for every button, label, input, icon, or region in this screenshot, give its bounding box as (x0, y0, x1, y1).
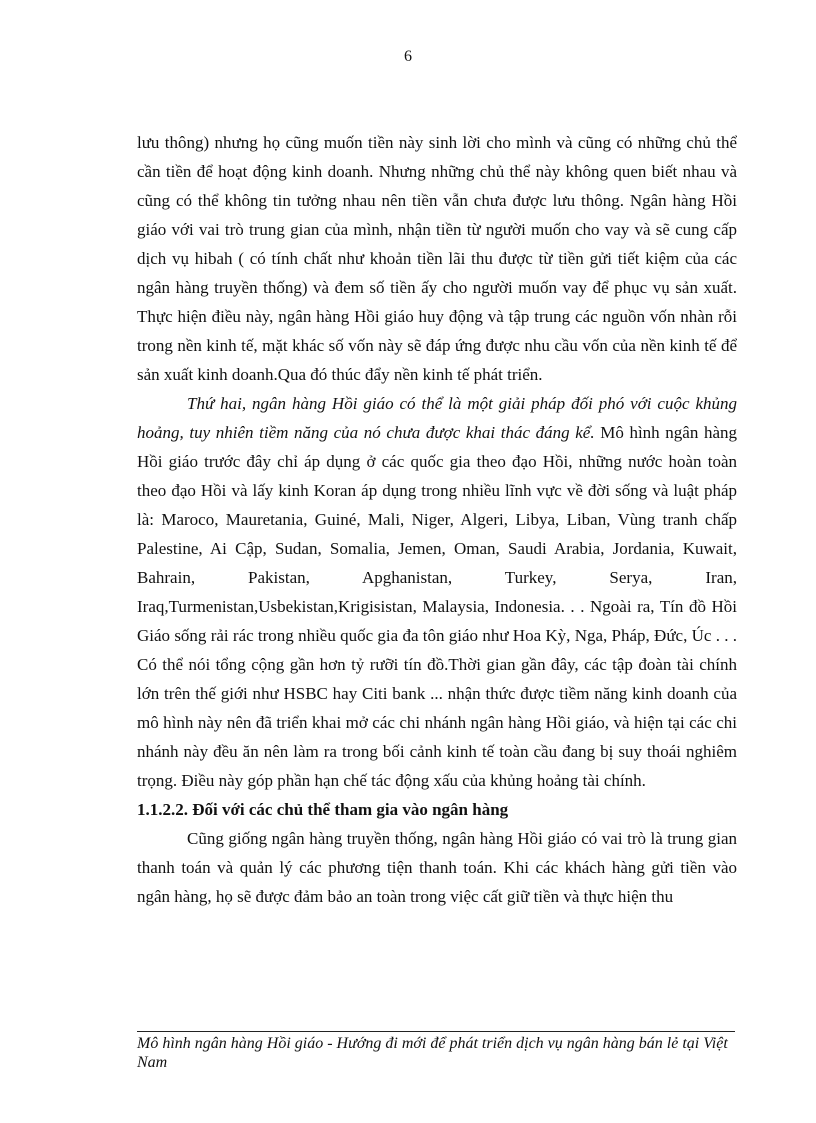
paragraph: Cũng giống ngân hàng truyền thống, ngân hàng Hồi giáo có vai trò là trung gian thanh toán và quản lý các phương tiện thanh toán. Khi các khách hàng gửi tiền vào ngân hàng, họ sẽ được đảm bảo an toàn trong việc cất giữ tiền và thực hiện thu (137, 829, 737, 906)
italic-lead-sentence: Thứ hai, ngân hàng Hồi giáo có thể là một giải pháp đối phó với cuộc khủng hoảng, tuy nhiên tiềm năng của nó chưa được khai thác đáng kể. (137, 394, 737, 442)
page-number: 6 (404, 48, 412, 65)
document-body (137, 128, 737, 911)
page-footer: Mô hình ngân hàng Hồi giáo - Hướng đi mới để phát triển dịch vụ ngân hàng bán lẻ tại Việt Nam (137, 1035, 728, 1071)
section-heading: 1.1.2.2. Đối với các chủ thể tham gia vào ngân hàng (137, 800, 509, 819)
paragraph (137, 389, 737, 795)
paragraph-text: Mô hình ngân hàng Hồi giáo trước đây chỉ áp dụng ở các quốc gia theo đạo Hồi, những nước hoàn toàn theo đạo Hồi và lấy kinh Koran áp dụng trong nhiều lĩnh vực về đời sống và luật pháp là: Maroco, Mauretania, Guiné, Mali, Niger, Algeri, Libya, Liban, Vùng tranh chấp Palestine, Ai Cập, Sudan, Somalia, Jemen, Oman, Saudi Arabia, Jordania, Kuwait, Bahrain, Pakistan, Apghanistan, Turkey, Serya, Iran, Iraq,Turmenistan,Usbekistan,Krigisistan, Malaysia, Indonesia. . . Ngoài ra, Tín đồ Hồi Giáo sống rải rác trong nhiều quốc gia đa tôn giáo như Hoa Kỳ, Nga, Pháp, Đức, Úc . . . Có thể nói tổng cộng gần hơn tỷ rưỡi tín đồ.Thời gian gần đây, các tập đoàn tài chính lớn trên thế giới như HSBC hay Citi bank ... nhận thức được tiềm năng kinh doanh của mô hình này nên đã triển khai mở các chi nhánh ngân hàng Hồi giáo, và hiện tại các chi nhánh này đều ăn nên làm ra trong bối cảnh kinh tế toàn cầu đang bị suy thoái nghiêm trọng. Điều này góp phần hạn chế tác động xấu của khủng hoảng tài chính. (137, 423, 737, 790)
footer-divider (137, 1031, 735, 1032)
paragraph: lưu thông) nhưng họ cũng muốn tiền này sinh lời cho mình và cũng có những chủ thể cần tiền để hoạt động kinh doanh. Nhưng những chủ thể này không quen biết nhau và cũng có thể không tin tưởng nhau nên tiền vẫn chưa được lưu thông. Ngân hàng Hồi giáo với vai trò trung gian của mình, nhận tiền từ người muốn cho vay và sẽ cung cấp dịch vụ hibah ( có tính chất như khoản tiền lãi thu được từ tiền gửi tiết kiệm của các ngân hàng truyền thống) và đem số tiền ấy cho người muốn vay để phục vụ sản xuất. Thực hiện điều này, ngân hàng Hồi giáo huy động và tập trung các nguồn vốn nhàn rỗi trong nền kinh tế, mặt khác số vốn này sẽ đáp ứng được nhu cầu vốn của nền kinh tế để sản xuất kinh doanh.Qua đó thúc đẩy nền kinh tế phát triển. (137, 133, 737, 384)
